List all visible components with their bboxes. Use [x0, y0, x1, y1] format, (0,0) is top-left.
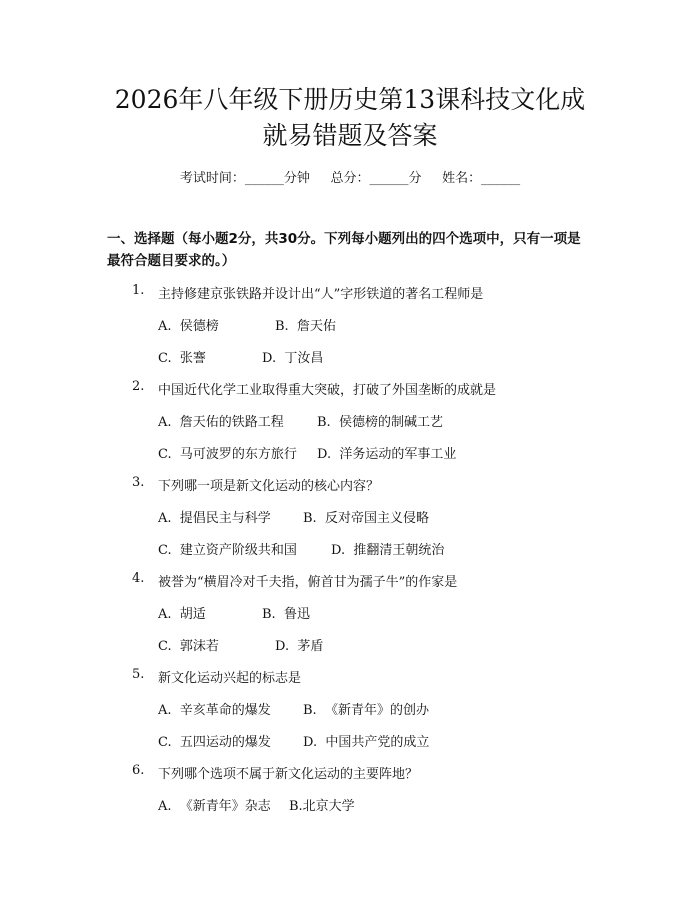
option-d: D. 洋务运动的军事工业	[317, 447, 457, 462]
option-c: C. 建立资产阶级共和国	[158, 543, 297, 558]
section-heading-line-1: 一、选择题（每小题2分，共30分。下列每小题列出的四个选项中，只有一项是	[107, 231, 581, 247]
question-text: 主持修建京张铁路并设计出“人”字形铁道的著名工程师是	[158, 287, 484, 302]
option-c: C. 马可波罗的东方旅行	[158, 447, 297, 462]
document-title-line-1: 2026年八年级下册历史第13课科技文化成	[114, 85, 586, 114]
question-number: 2.	[132, 379, 145, 394]
option-b: B. 《新青年》的创办	[303, 703, 429, 718]
option-a: A. 侯德榜	[158, 319, 219, 334]
option-d: D. 茅盾	[275, 639, 324, 654]
question-text: 被誉为“横眉冷对千夫指，俯首甘为孺子牛”的作家是	[158, 575, 458, 590]
option-c: C. 五四运动的爆发	[158, 735, 271, 750]
question-text: 下列哪一项是新文化运动的核心内容？	[158, 479, 380, 494]
option-b: B.北京大学	[289, 799, 355, 814]
question-text: 下列哪个选项不属于新文化运动的主要阵地？	[158, 767, 419, 782]
option-d: D. 中国共产党的成立	[303, 735, 430, 750]
option-b: B. 詹天佑	[275, 319, 336, 334]
option-c: C. 郭沫若	[158, 639, 219, 654]
option-b: B. 鲁迅	[262, 607, 310, 622]
question-number: 5.	[132, 667, 145, 682]
option-b: B. 反对帝国主义侵略	[303, 511, 429, 526]
question-number: 6.	[132, 763, 145, 778]
question-text: 中国近代化学工业取得重大突破，打破了外国垄断的成就是	[158, 383, 497, 398]
document-title-line-2: 就易错题及答案	[262, 121, 438, 150]
question-number: 4.	[132, 571, 145, 586]
option-d: D. 推翻清王朝统治	[331, 543, 445, 558]
section-heading-line-2: 最符合题目要求的。）	[107, 253, 236, 269]
option-a: A. 辛亥革命的爆发	[158, 703, 271, 718]
question-text: 新文化运动兴起的标志是	[158, 671, 302, 686]
option-c: C. 张謇	[158, 351, 206, 366]
question-number: 1.	[132, 283, 145, 298]
option-d: D. 丁汝昌	[262, 351, 324, 366]
option-a: A. 詹天佑的铁路工程	[158, 415, 284, 430]
option-a: A. 胡适	[158, 607, 206, 622]
option-a: A. 提倡民主与科学	[158, 511, 271, 526]
option-b: B. 侯德榜的制碱工艺	[317, 415, 443, 430]
exam-info: 考试时间：______分钟 总分：______分 姓名：______	[179, 171, 521, 186]
question-number: 3.	[132, 475, 145, 490]
option-a: A. 《新青年》杂志	[158, 799, 271, 814]
